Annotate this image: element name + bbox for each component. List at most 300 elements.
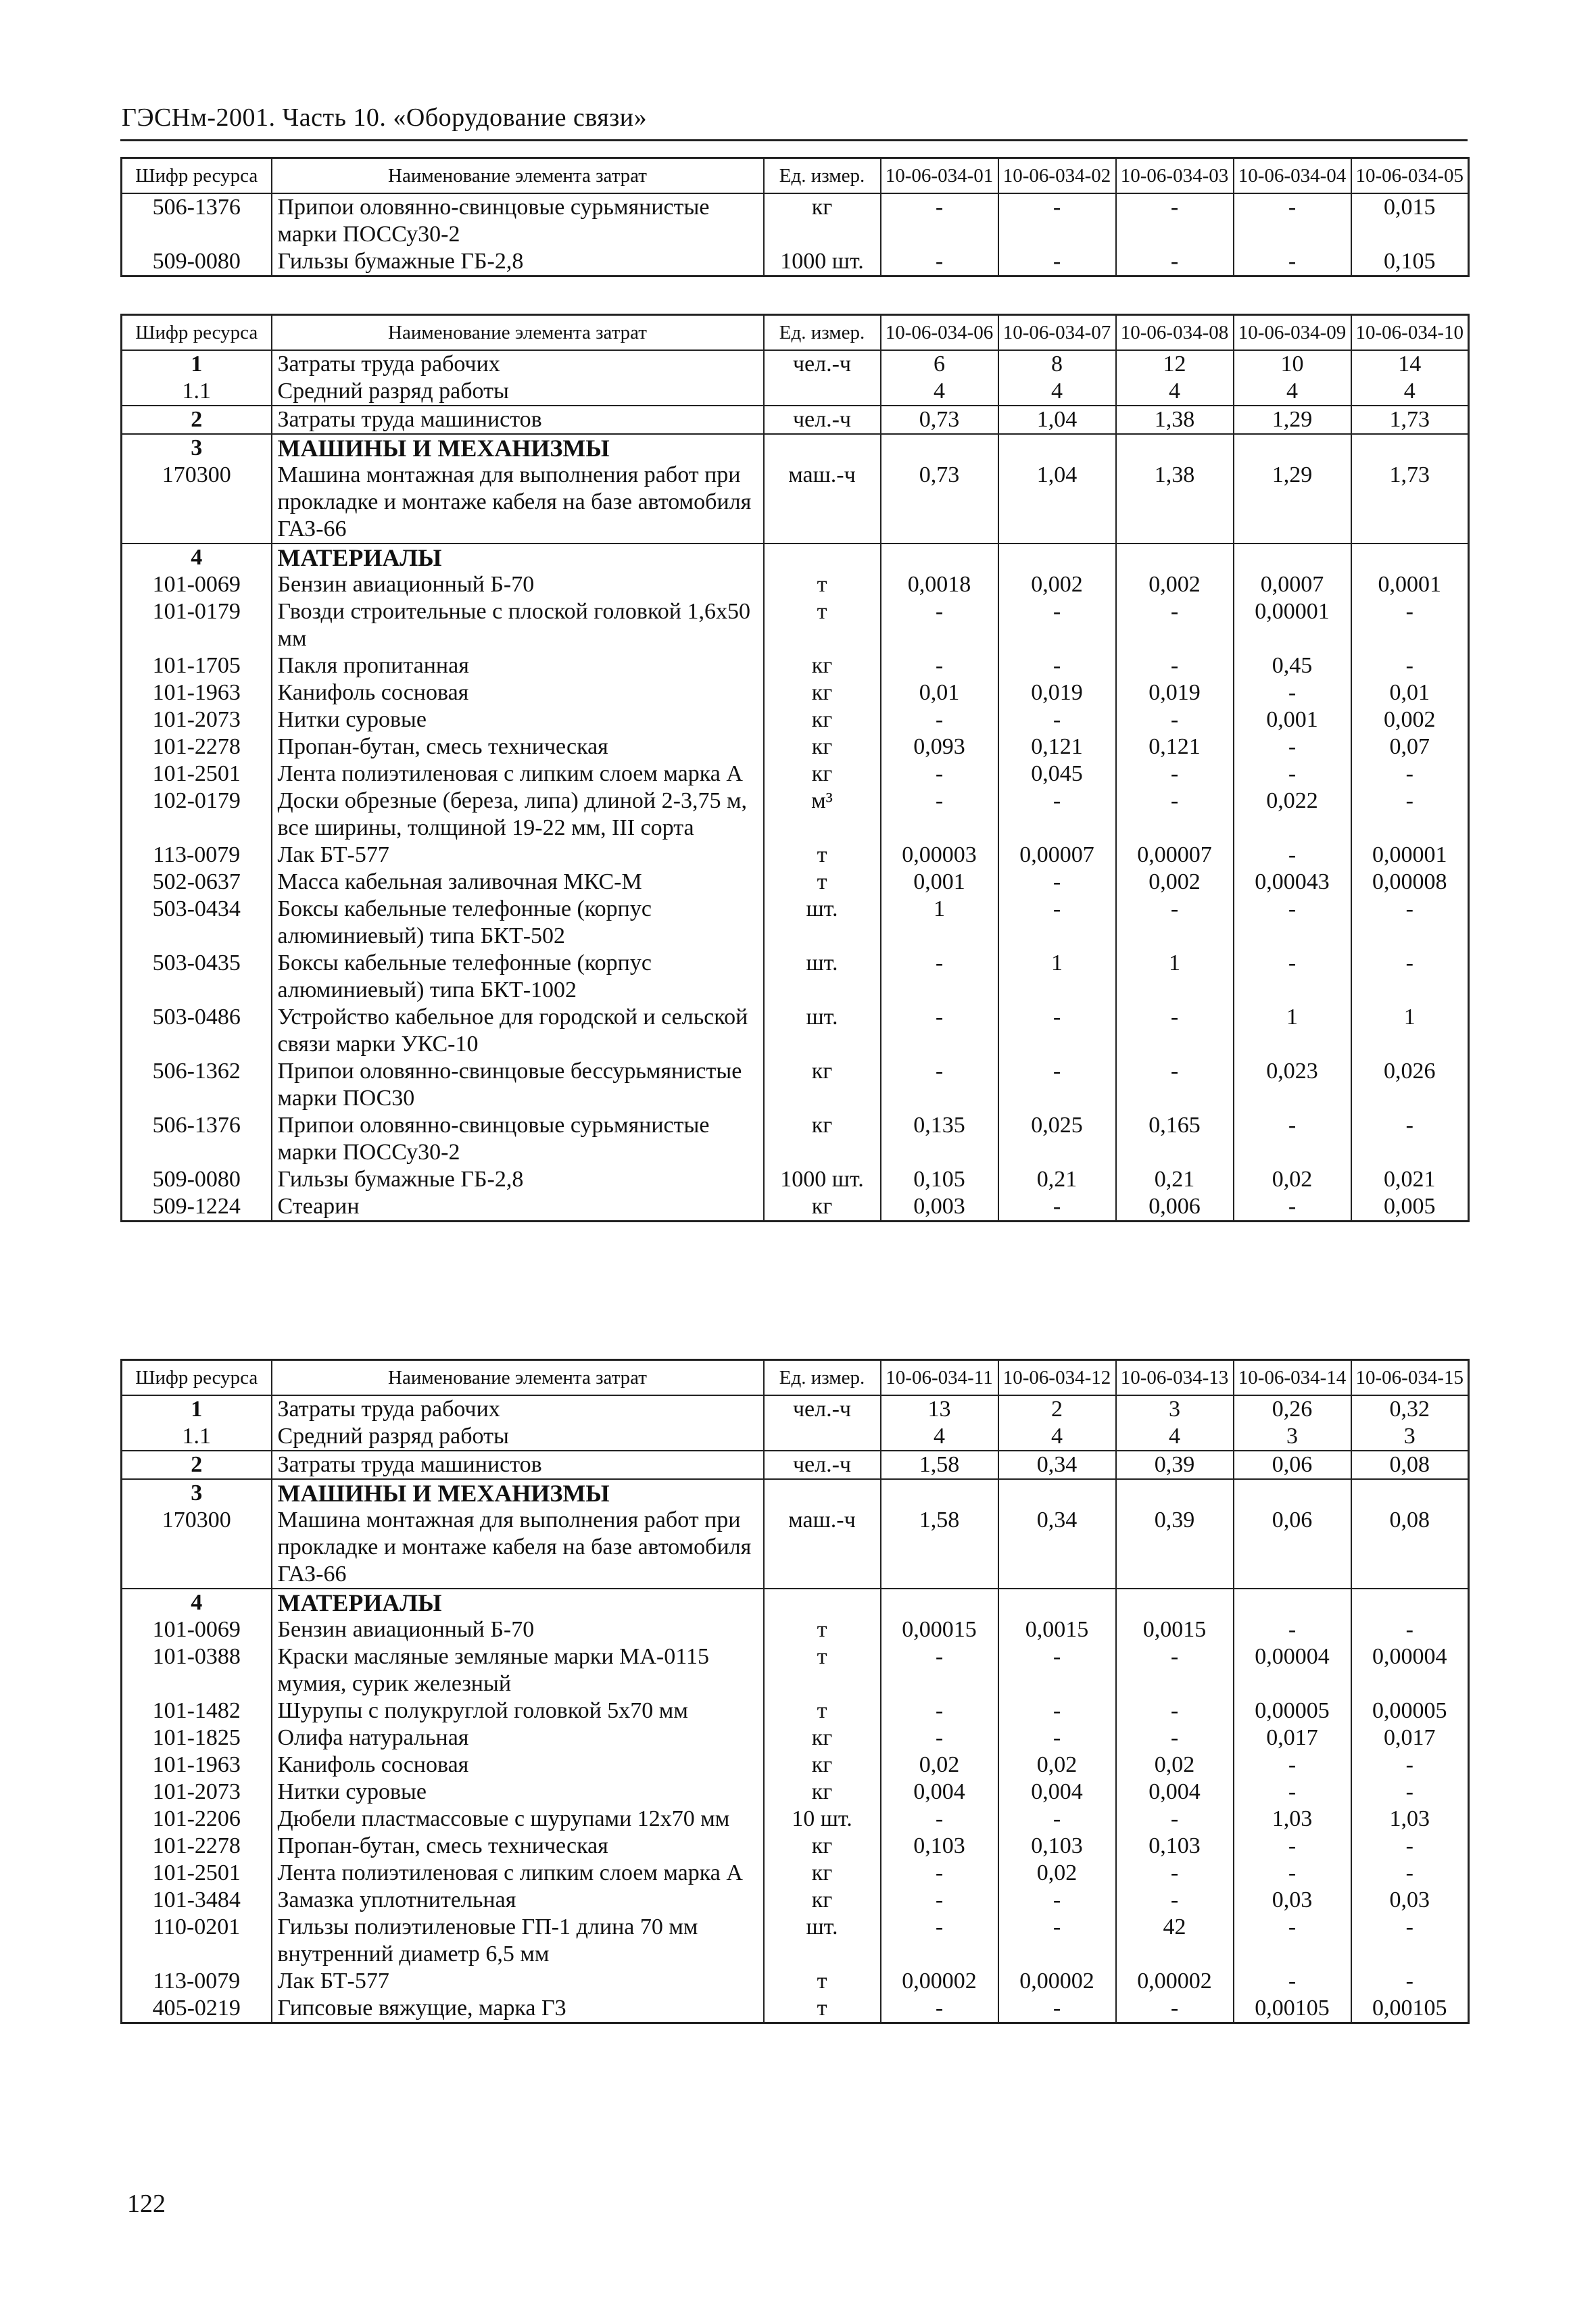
norm-value: 0,00105	[1234, 1995, 1351, 2023]
unit-of-measure	[764, 1479, 881, 1507]
table-row	[122, 761, 1469, 788]
header-unit: Ед. измер.	[764, 315, 881, 351]
norm-value: 4	[998, 378, 1116, 406]
table-row	[122, 1423, 1469, 1451]
norm-value: 0,019	[1116, 679, 1234, 706]
cost-element-name: Припои оловянно-свинцовые бессурьмянистые марки ПОС30	[272, 1058, 764, 1112]
norm-value: 0,02	[998, 1752, 1116, 1779]
table-row	[122, 842, 1469, 869]
table-row	[122, 1995, 1469, 2023]
norm-value: 0,021	[1351, 1166, 1469, 1193]
norm-value: -	[998, 1995, 1116, 2023]
table-row	[122, 1166, 1469, 1193]
norm-value: -	[1116, 598, 1234, 652]
norm-value: 0,03	[1351, 1887, 1469, 1914]
cost-element-name: Припои оловянно-свинцовые сурьмянистые марки ПОССу30-2	[272, 193, 764, 248]
resource-code: 2	[122, 406, 272, 434]
resource-code: 101-2278	[122, 733, 272, 761]
norm-value	[1116, 544, 1234, 571]
table-row	[122, 788, 1469, 842]
header-norm-code: 10-06-034-14	[1234, 1360, 1351, 1396]
cost-element-name: Бензин авиационный Б-70	[272, 571, 764, 598]
norm-value: -	[998, 1058, 1116, 1112]
norm-value: 0,39	[1116, 1451, 1234, 1479]
norm-value: -	[1116, 1058, 1234, 1112]
norm-value: 1,38	[1116, 406, 1234, 434]
norm-value: -	[1234, 1616, 1351, 1643]
norm-value: 1,03	[1351, 1806, 1469, 1833]
norm-value: 0,019	[998, 679, 1116, 706]
norm-value: -	[881, 1806, 998, 1833]
resource-code: 101-2206	[122, 1806, 272, 1833]
cost-element-name: Средний разряд работы	[272, 1423, 764, 1451]
norm-value: -	[1234, 1112, 1351, 1166]
unit-of-measure: т	[764, 1968, 881, 1995]
table-row	[122, 406, 1469, 434]
unit-of-measure: т	[764, 1995, 881, 2023]
norm-value	[1351, 434, 1469, 462]
resource-code: 101-1963	[122, 1752, 272, 1779]
norm-value: 0,00015	[881, 1616, 998, 1643]
resource-code: 101-2501	[122, 761, 272, 788]
cost-element-name: Гипсовые вяжущие, марка Г3	[272, 1995, 764, 2023]
table-row	[122, 1833, 1469, 1860]
norm-value: 1	[881, 896, 998, 950]
norm-value: 0,00005	[1351, 1697, 1469, 1724]
header-norm-code: 10-06-034-06	[881, 315, 998, 351]
norm-value: -	[998, 1887, 1116, 1914]
norm-value: 42	[1116, 1914, 1234, 1968]
norm-value: -	[998, 1914, 1116, 1968]
norm-value: -	[1116, 1860, 1234, 1887]
norm-value: 0,02	[1234, 1166, 1351, 1193]
header-norm-code: 10-06-034-02	[998, 158, 1116, 194]
unit-of-measure: шт.	[764, 1004, 881, 1058]
cost-element-name: Пакля пропитанная	[272, 652, 764, 679]
norm-value: 0,00002	[881, 1968, 998, 1995]
norm-value: -	[1234, 1833, 1351, 1860]
norm-value: 0,001	[1234, 706, 1351, 733]
cost-element-name: Затраты труда машинистов	[272, 406, 764, 434]
norm-value: 4	[1351, 378, 1469, 406]
cost-element-name: Машина монтажная для выполнения работ при прокладке и монтаже кабеля на базе автомобиля ГАЗ-66	[272, 1507, 764, 1589]
cost-element-name: Лента полиэтиленовая с липким слоем марка А	[272, 761, 764, 788]
norm-value: 0,06	[1234, 1507, 1351, 1589]
unit-of-measure: м³	[764, 788, 881, 842]
norm-value: 14	[1351, 350, 1469, 378]
table-row	[122, 1395, 1469, 1423]
norm-value: -	[1116, 1697, 1234, 1724]
table-row	[122, 652, 1469, 679]
norm-value: 3	[1116, 1395, 1234, 1423]
unit-of-measure: маш.-ч	[764, 462, 881, 544]
cost-element-name: Пропан-бутан, смесь техническая	[272, 1833, 764, 1860]
norm-value: 0,73	[881, 462, 998, 544]
unit-of-measure: 10 шт.	[764, 1806, 881, 1833]
cost-element-name: Шурупы с полукруглой головкой 5х70 мм	[272, 1697, 764, 1724]
norm-value: 0,103	[1116, 1833, 1234, 1860]
resource-code: 506-1376	[122, 193, 272, 248]
norm-value: -	[1351, 896, 1469, 950]
resource-code: 101-2073	[122, 706, 272, 733]
cost-element-name: Масса кабельная заливочная МКС-М	[272, 869, 764, 896]
norm-value: -	[998, 652, 1116, 679]
norm-value: 0,26	[1234, 1395, 1351, 1423]
cost-element-name: Пропан-бутан, смесь техническая	[272, 733, 764, 761]
unit-of-measure: чел.-ч	[764, 406, 881, 434]
resource-code: 101-1705	[122, 652, 272, 679]
norm-value: -	[1234, 193, 1351, 248]
norm-value: -	[1116, 761, 1234, 788]
norm-value: 4	[998, 1423, 1116, 1451]
unit-of-measure: шт.	[764, 950, 881, 1004]
norm-value	[998, 434, 1116, 462]
norm-value: 1	[998, 950, 1116, 1004]
norm-value: 0,165	[1116, 1112, 1234, 1166]
norm-value	[881, 434, 998, 462]
norm-value: 0,0001	[1351, 571, 1469, 598]
table-row	[122, 1507, 1469, 1589]
norm-value: 0,02	[1116, 1752, 1234, 1779]
norm-value: -	[998, 706, 1116, 733]
norm-value: -	[881, 1643, 998, 1697]
norm-value: -	[1116, 652, 1234, 679]
unit-of-measure: кг	[764, 733, 881, 761]
norm-value: -	[998, 1724, 1116, 1752]
cost-element-name: Припои оловянно-свинцовые сурьмянистые марки ПОССу30-2	[272, 1112, 764, 1166]
unit-of-measure: т	[764, 1616, 881, 1643]
table-row	[122, 1451, 1469, 1479]
cost-element-name: Боксы кабельные телефонные (корпус алюминиевый) типа БКТ-502	[272, 896, 764, 950]
table-row	[122, 434, 1469, 462]
norm-value: -	[1351, 1112, 1469, 1166]
norm-value: -	[1234, 761, 1351, 788]
norm-value: 0,39	[1116, 1507, 1234, 1589]
table-row	[122, 1860, 1469, 1887]
section-title: МАШИНЫ И МЕХАНИЗМЫ	[272, 434, 764, 462]
norm-value: 0,022	[1234, 788, 1351, 842]
norm-value: -	[1234, 896, 1351, 950]
norm-value: 0,103	[881, 1833, 998, 1860]
table-row	[122, 1058, 1469, 1112]
norm-value: 2	[998, 1395, 1116, 1423]
norm-value: 0,105	[1351, 248, 1469, 276]
cost-element-name: Доски обрезные (береза, липа) длиной 2-3,75 м, все ширины, толщиной 19-22 мм, III сорта	[272, 788, 764, 842]
norm-value: 1	[1351, 1004, 1469, 1058]
norm-value: -	[1351, 1752, 1469, 1779]
norm-value: -	[1234, 1193, 1351, 1222]
table-row	[122, 1697, 1469, 1724]
unit-of-measure: кг	[764, 193, 881, 248]
header-resource-code: Шифр ресурса	[122, 158, 272, 194]
norm-value: 0,093	[881, 733, 998, 761]
norm-value: -	[881, 1724, 998, 1752]
norm-value: -	[1351, 1914, 1469, 1968]
unit-of-measure: кг	[764, 706, 881, 733]
table-header-row	[122, 1360, 1469, 1396]
norm-value	[1234, 544, 1351, 571]
norm-value: -	[881, 652, 998, 679]
norm-value	[998, 544, 1116, 571]
norm-value: 0,02	[881, 1752, 998, 1779]
norm-value: 3	[1234, 1423, 1351, 1451]
norm-value: -	[881, 1697, 998, 1724]
table-row	[122, 571, 1469, 598]
resource-code: 509-0080	[122, 248, 272, 276]
header-norm-code: 10-06-034-09	[1234, 315, 1351, 351]
norm-value: -	[1234, 1968, 1351, 1995]
norm-value: 4	[1234, 378, 1351, 406]
header-norm-code: 10-06-034-07	[998, 315, 1116, 351]
table-row	[122, 896, 1469, 950]
norm-value: -	[881, 1995, 998, 2023]
table-row	[122, 1968, 1469, 1995]
table-row	[122, 950, 1469, 1004]
cost-element-name: Боксы кабельные телефонные (корпус алюминиевый) типа БКТ-1002	[272, 950, 764, 1004]
unit-of-measure: кг	[764, 1193, 881, 1222]
norm-value: 0,21	[1116, 1166, 1234, 1193]
table-row	[122, 248, 1469, 276]
norm-value: 0,45	[1234, 652, 1351, 679]
resource-code: 101-1825	[122, 1724, 272, 1752]
unit-of-measure: чел.-ч	[764, 350, 881, 378]
unit-of-measure: шт.	[764, 896, 881, 950]
norm-value: 0,08	[1351, 1451, 1469, 1479]
cost-element-name: Машина монтажная для выполнения работ при прокладке и монтаже кабеля на базе автомобиля ГАЗ-66	[272, 462, 764, 544]
cost-element-name: Затраты труда рабочих	[272, 350, 764, 378]
page-header-title: ГЭСНм-2001. Часть 10. «Оборудование связи»	[122, 103, 648, 132]
cost-element-name: Гильзы полиэтиленовые ГП-1 длина 70 мм внутренний диаметр 6,5 мм	[272, 1914, 764, 1968]
norm-value: 0,002	[1116, 571, 1234, 598]
norm-value: -	[1116, 788, 1234, 842]
unit-of-measure: кг	[764, 1779, 881, 1806]
resource-code: 101-1482	[122, 1697, 272, 1724]
unit-of-measure: кг	[764, 1752, 881, 1779]
resource-code: 170300	[122, 462, 272, 544]
header-norm-code: 10-06-034-03	[1116, 158, 1234, 194]
unit-of-measure: маш.-ч	[764, 1507, 881, 1589]
unit-of-measure: кг	[764, 1112, 881, 1166]
norm-value: -	[998, 1697, 1116, 1724]
norm-value: 0,017	[1234, 1724, 1351, 1752]
norm-value: 0,00007	[998, 842, 1116, 869]
norm-value: 0,004	[998, 1779, 1116, 1806]
norm-value: 1	[1234, 1004, 1351, 1058]
cost-element-name: Олифа натуральная	[272, 1724, 764, 1752]
norm-value: 0,015	[1351, 193, 1469, 248]
norm-value: -	[1234, 842, 1351, 869]
unit-of-measure: т	[764, 1643, 881, 1697]
resource-code: 1.1	[122, 1423, 272, 1451]
norm-value: -	[1234, 1860, 1351, 1887]
table-row	[122, 733, 1469, 761]
table-row	[122, 1914, 1469, 1968]
norm-value: 3	[1351, 1423, 1469, 1451]
resource-code: 4	[122, 1589, 272, 1616]
norm-value: 4	[1116, 378, 1234, 406]
unit-of-measure: кг	[764, 761, 881, 788]
resource-code: 170300	[122, 1507, 272, 1589]
norm-value: 0,0007	[1234, 571, 1351, 598]
norm-value: 0,121	[1116, 733, 1234, 761]
norms-table-2	[120, 314, 1470, 1222]
norm-value: -	[998, 1643, 1116, 1697]
resource-code: 503-0486	[122, 1004, 272, 1058]
norm-value: 0,002	[1351, 706, 1469, 733]
resource-code: 2	[122, 1451, 272, 1479]
norm-value: -	[1351, 1860, 1469, 1887]
norm-value: 0,00105	[1351, 1995, 1469, 2023]
resource-code: 503-0434	[122, 896, 272, 950]
norm-value	[1351, 1589, 1469, 1616]
resource-code: 3	[122, 434, 272, 462]
norm-value: 0,01	[881, 679, 998, 706]
header-norm-code: 10-06-034-11	[881, 1360, 998, 1396]
table-row	[122, 378, 1469, 406]
unit-of-measure: чел.-ч	[764, 1395, 881, 1423]
norm-value: -	[998, 869, 1116, 896]
norm-value: 0,001	[881, 869, 998, 896]
norm-value: 0,121	[998, 733, 1116, 761]
header-norm-code: 10-06-034-08	[1116, 315, 1234, 351]
cost-element-name: Лак БТ-577	[272, 1968, 764, 1995]
norm-value: -	[1116, 1643, 1234, 1697]
norm-value: 1,29	[1234, 462, 1351, 544]
table-row	[122, 869, 1469, 896]
resource-code: 101-1963	[122, 679, 272, 706]
table-row	[122, 544, 1469, 571]
cost-element-name: Бензин авиационный Б-70	[272, 1616, 764, 1643]
header-resource-code: Шифр ресурса	[122, 315, 272, 351]
norm-value	[1116, 1479, 1234, 1507]
norm-value: 13	[881, 1395, 998, 1423]
resource-code: 506-1376	[122, 1112, 272, 1166]
norm-value	[998, 1479, 1116, 1507]
table-row	[122, 350, 1469, 378]
norm-value: 0,005	[1351, 1193, 1469, 1222]
norm-value: 4	[1116, 1423, 1234, 1451]
norm-value: 0,026	[1351, 1058, 1469, 1112]
norm-value: 0,00004	[1351, 1643, 1469, 1697]
unit-of-measure	[764, 434, 881, 462]
norm-value: 0,00002	[1116, 1968, 1234, 1995]
norm-value: 0,002	[998, 571, 1116, 598]
resource-code: 101-0179	[122, 598, 272, 652]
norm-value: 8	[998, 350, 1116, 378]
cost-element-name: Устройство кабельное для городской и сельской связи марки УКС-10	[272, 1004, 764, 1058]
table-row	[122, 1616, 1469, 1643]
table-row	[122, 706, 1469, 733]
norm-value: -	[1351, 1833, 1469, 1860]
norm-value: -	[881, 248, 998, 276]
cost-element-name: Стеарин	[272, 1193, 764, 1222]
norm-value: -	[1116, 1724, 1234, 1752]
cost-element-name: Канифоль сосновая	[272, 1752, 764, 1779]
norm-value: 1,73	[1351, 462, 1469, 544]
norm-value: 1,04	[998, 462, 1116, 544]
cost-element-name: Гвозди строительные с плоской головкой 1,6х50 мм	[272, 598, 764, 652]
norm-value: -	[998, 896, 1116, 950]
table-header-row	[122, 315, 1469, 351]
norm-value: 0,32	[1351, 1395, 1469, 1423]
resource-code: 3	[122, 1479, 272, 1507]
norm-value: 1,03	[1234, 1806, 1351, 1833]
norm-value: -	[881, 950, 998, 1004]
unit-of-measure: т	[764, 869, 881, 896]
norm-value: 1	[1116, 950, 1234, 1004]
resource-code: 506-1362	[122, 1058, 272, 1112]
table-row	[122, 1004, 1469, 1058]
norm-value: 0,00005	[1234, 1697, 1351, 1724]
unit-of-measure: кг	[764, 652, 881, 679]
section-title: МАТЕРИАЛЫ	[272, 1589, 764, 1616]
norm-value: 0,01	[1351, 679, 1469, 706]
unit-of-measure	[764, 378, 881, 406]
norm-value: -	[1351, 1968, 1469, 1995]
norm-value: 0,002	[1116, 869, 1234, 896]
norm-value: -	[1234, 1914, 1351, 1968]
norm-value: 4	[881, 1423, 998, 1451]
resource-code: 113-0079	[122, 842, 272, 869]
norm-value: 0,004	[1116, 1779, 1234, 1806]
norm-value: 0,003	[881, 1193, 998, 1222]
norm-value: -	[881, 1058, 998, 1112]
norm-value: -	[998, 193, 1116, 248]
norm-value	[881, 1589, 998, 1616]
unit-of-measure	[764, 1589, 881, 1616]
norm-value: 0,21	[998, 1166, 1116, 1193]
table-row	[122, 1806, 1469, 1833]
unit-of-measure: т	[764, 1697, 881, 1724]
norm-value: -	[881, 1887, 998, 1914]
resource-code: 1.1	[122, 378, 272, 406]
norm-value: 1,73	[1351, 406, 1469, 434]
unit-of-measure: чел.-ч	[764, 1451, 881, 1479]
unit-of-measure: кг	[764, 1058, 881, 1112]
header-unit: Ед. измер.	[764, 1360, 881, 1396]
norm-value: 0,34	[998, 1507, 1116, 1589]
unit-of-measure: кг	[764, 1887, 881, 1914]
norm-value: -	[998, 788, 1116, 842]
norm-value	[1351, 544, 1469, 571]
resource-code: 101-2073	[122, 1779, 272, 1806]
resource-code: 509-1224	[122, 1193, 272, 1222]
norm-value: 0,00001	[1234, 598, 1351, 652]
norm-value: -	[1351, 598, 1469, 652]
page-number: 122	[127, 2190, 166, 2218]
norm-value: -	[1116, 1995, 1234, 2023]
cost-element-name: Дюбели пластмассовые с шурупами 12х70 мм	[272, 1806, 764, 1833]
resource-code: 102-0179	[122, 788, 272, 842]
norm-value: 12	[1116, 350, 1234, 378]
norm-value: -	[1116, 1887, 1234, 1914]
cost-element-name: Нитки суровые	[272, 1779, 764, 1806]
norm-value: -	[1351, 950, 1469, 1004]
cost-element-name: Затраты труда машинистов	[272, 1451, 764, 1479]
norm-value: -	[881, 598, 998, 652]
norm-value: 0,00002	[998, 1968, 1116, 1995]
section-title: МАШИНЫ И МЕХАНИЗМЫ	[272, 1479, 764, 1507]
norm-value: -	[1116, 896, 1234, 950]
norm-value	[1234, 1589, 1351, 1616]
norm-value: 1,58	[881, 1451, 998, 1479]
table-row	[122, 462, 1469, 544]
unit-of-measure: кг	[764, 1833, 881, 1860]
norm-value: 0,0018	[881, 571, 998, 598]
unit-of-measure: шт.	[764, 1914, 881, 1968]
norm-value: -	[1234, 248, 1351, 276]
norm-value: 0,00043	[1234, 869, 1351, 896]
